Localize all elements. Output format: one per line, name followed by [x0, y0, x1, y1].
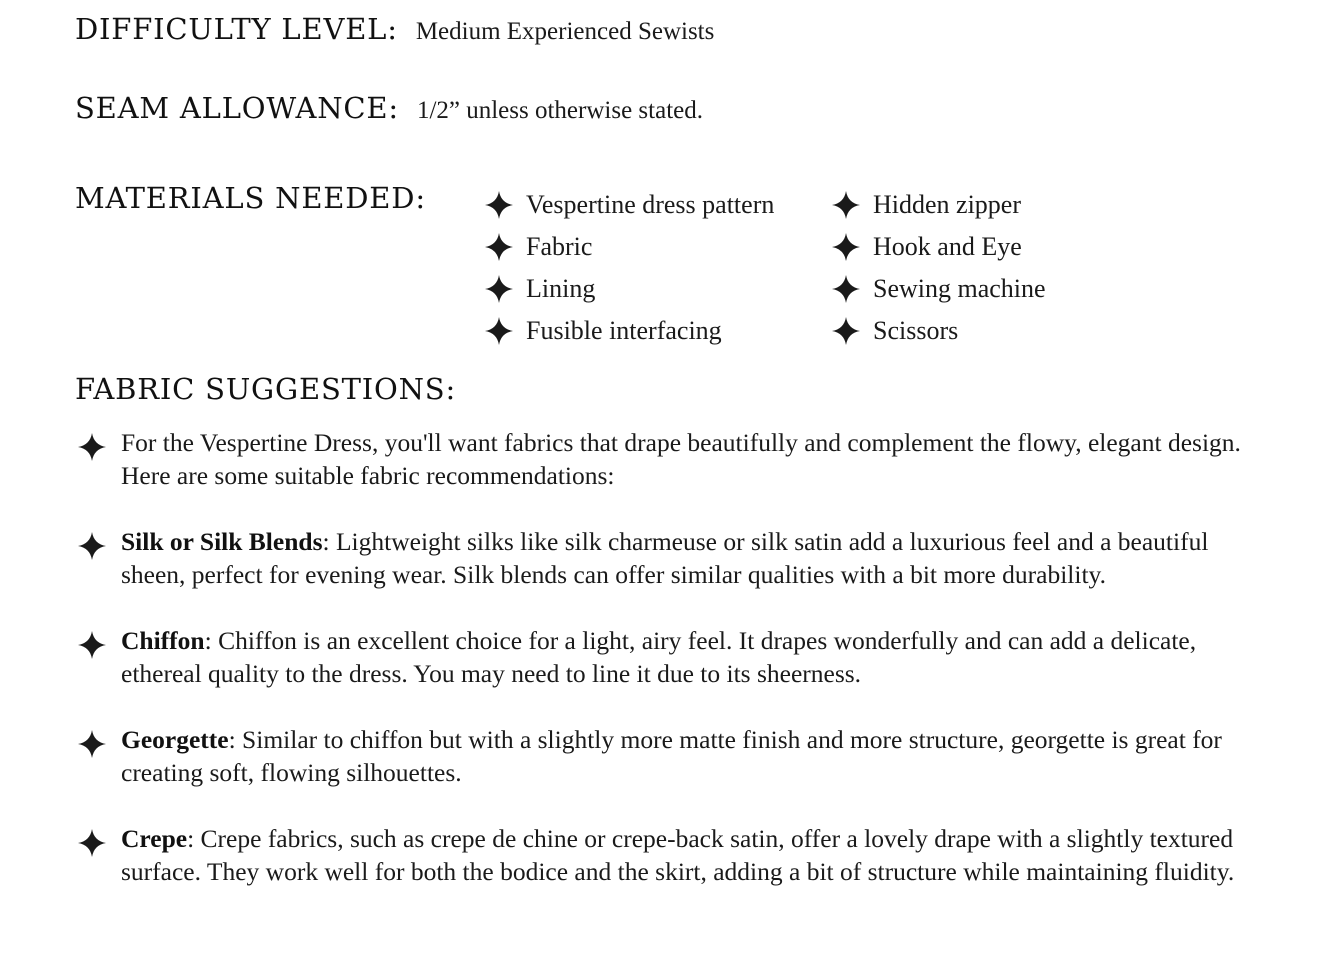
fabric-term: Crepe: [121, 824, 188, 853]
four-point-star-icon: [484, 190, 514, 220]
material-item: [484, 310, 774, 352]
material-item: [831, 310, 1046, 352]
four-point-star-icon: [831, 232, 861, 262]
material-item-label: Lining: [526, 274, 596, 303]
materials-heading: MATERIALS NEEDED:: [75, 181, 426, 215]
four-point-star-icon: [831, 316, 861, 346]
material-item-label: Vespertine dress pattern: [526, 190, 775, 219]
material-item-label: Hook and Eye: [873, 232, 1022, 261]
material-item: [831, 268, 1046, 310]
fabric-term: Georgette: [121, 725, 229, 754]
fabric-description: : Similar to chiffon but with a slightly more matte finish and more structure, georgette is great for creating soft, flowing silhouettes.: [121, 725, 1222, 787]
fabric-intro-text: For the Vespertine Dress, you'll want fabrics that drape beautifully and complement the flowy, elegant design. Here are some suitable fabric recommendations:: [121, 428, 1241, 490]
difficulty-value: Medium Experienced Sewists: [415, 18, 715, 45]
fabric-term: Chiffon: [121, 626, 205, 655]
materials-column-1: [484, 184, 774, 352]
material-item: [831, 184, 1046, 226]
fabric-suggestion-item: [75, 525, 1245, 591]
fabric-suggestions-list: [75, 426, 1245, 921]
seam-allowance-value: 1/2” unless otherwise stated.: [416, 97, 703, 124]
seam-allowance-row: [75, 91, 703, 125]
fabric-suggestion-item: [75, 723, 1245, 789]
four-point-star-icon: [77, 531, 107, 561]
fabric-suggestion-item: [75, 822, 1245, 888]
material-item-label: Fabric: [526, 232, 593, 261]
four-point-star-icon: [77, 828, 107, 858]
material-item: [484, 268, 774, 310]
material-item-label: Sewing machine: [873, 274, 1046, 303]
material-item-label: Hidden zipper: [873, 190, 1022, 219]
fabric-description: : Crepe fabrics, such as crepe de chine or crepe-back satin, offer a lovely drape with a slightly textured surface. They work well for both the bodice and the skirt, adding a bit of structure while maintaining fluidity.: [121, 824, 1235, 886]
four-point-star-icon: [831, 190, 861, 220]
materials-column-2: [831, 184, 1046, 352]
fabric-suggestion-item: [75, 624, 1245, 690]
four-point-star-icon: [484, 316, 514, 346]
four-point-star-icon: [77, 630, 107, 660]
four-point-star-icon: [77, 729, 107, 759]
fabric-suggestions-heading: FABRIC SUGGESTIONS:: [75, 372, 457, 406]
four-point-star-icon: [831, 274, 861, 304]
difficulty-label: DIFFICULTY LEVEL:: [75, 12, 398, 46]
four-point-star-icon: [484, 232, 514, 262]
material-item: [484, 184, 774, 226]
material-item: [831, 226, 1046, 268]
material-item-label: Fusible interfacing: [526, 316, 722, 345]
seam-allowance-label: SEAM ALLOWANCE:: [75, 91, 399, 125]
difficulty-row: [75, 12, 714, 46]
fabric-description: : Lightweight silks like silk charmeuse or silk satin add a luxurious feel and a beautiful sheen, perfect for evening wear. Silk blends can offer similar qualities with a bit more durability.: [121, 527, 1209, 589]
material-item-label: Scissors: [873, 316, 959, 345]
fabric-intro: [75, 426, 1245, 492]
fabric-description: : Chiffon is an excellent choice for a light, airy feel. It drapes wonderfully and can add a delicate, ethereal quality to the dress. You may need to line it due to its sheerness.: [121, 626, 1197, 688]
fabric-term: Silk or Silk Blends: [121, 527, 323, 556]
four-point-star-icon: [484, 274, 514, 304]
material-item: [484, 226, 774, 268]
four-point-star-icon: [77, 432, 107, 462]
